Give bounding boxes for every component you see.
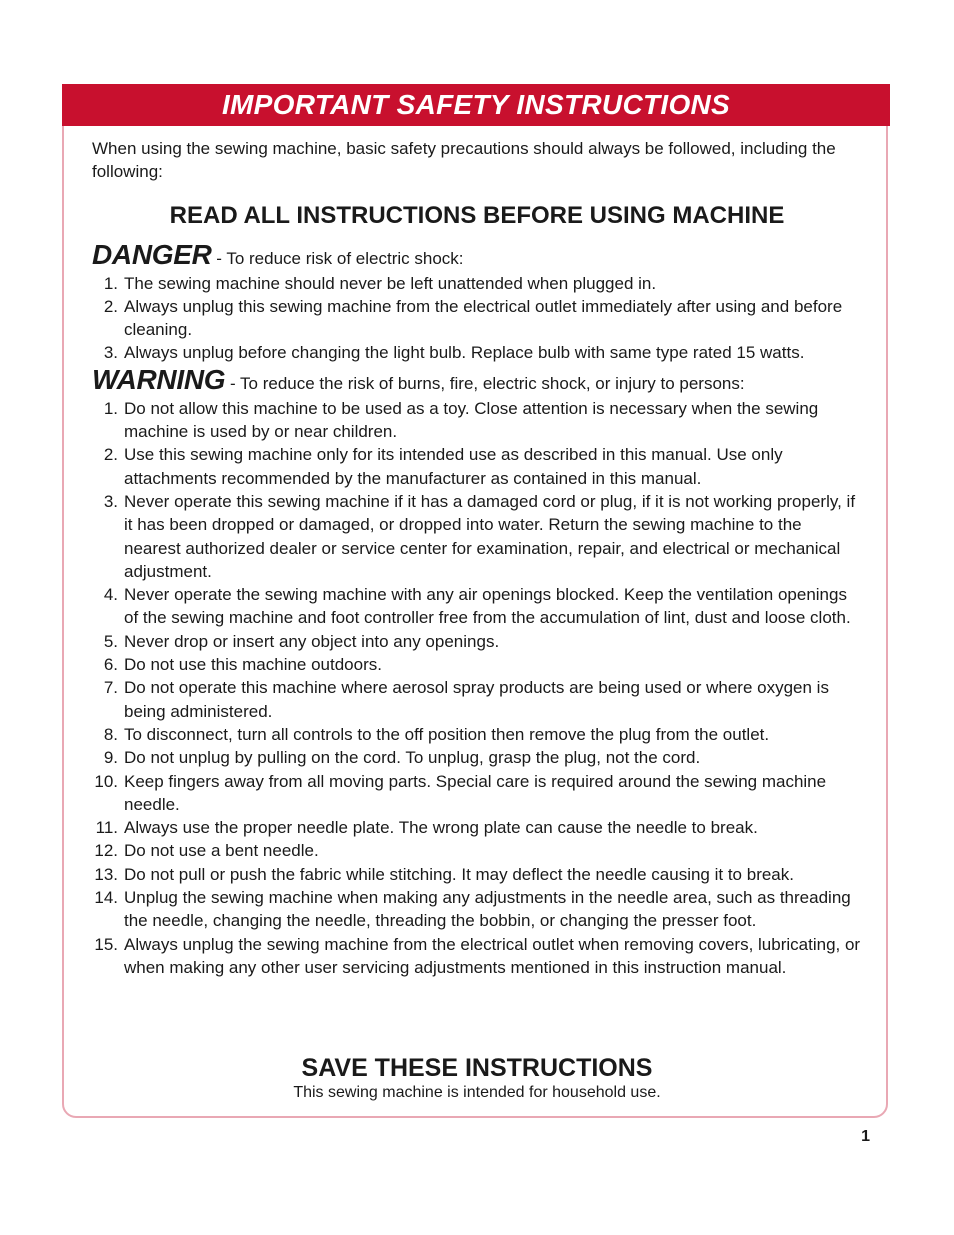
item-text: Do not use this machine outdoors.: [124, 655, 382, 675]
item-number: 6.: [103, 655, 118, 675]
item-text: Unplug the sewing machine when making any adjustments in the needle area, such as threading the needle, changing the needle, threading the bobbin, or changing the presser foot.: [124, 888, 851, 931]
item-number: 10.: [94, 771, 118, 791]
list-item: [92, 933, 862, 980]
page-number: 1: [861, 1128, 870, 1145]
item-number: 4.: [103, 585, 118, 605]
danger-list: [92, 272, 862, 365]
warning-label: WARNING: [92, 363, 226, 395]
item-text: Always use the proper needle plate. The wrong plate can cause the needle to break.: [124, 818, 758, 838]
item-number: 11.: [95, 818, 118, 838]
list-item: [92, 676, 862, 723]
warning-subtitle: - To reduce the risk of burns, fire, electric shock, or injury to persons:: [225, 373, 745, 393]
list-item: [92, 583, 862, 630]
item-text: Never operate this sewing machine if it has a damaged cord or plug, if it is not working properly, if it has been dropped or damaged, or dropped into water. Return the sewing machine to the nearest authorized dealer or service center for examination, repair, and electrical or mechanical adjustment.: [124, 491, 856, 581]
item-text: Always unplug this sewing machine from the electrical outlet immediately after using and before cleaning.: [124, 296, 843, 340]
list-item: [92, 723, 862, 746]
item-number: 2.: [103, 296, 118, 316]
safety-content: [92, 137, 862, 979]
item-number: 7.: [103, 678, 118, 698]
item-text: Always unplug before changing the light bulb. Replace bulb with same type rated 15 watts.: [124, 343, 805, 363]
item-text: Keep fingers away from all moving parts. Special care is required around the sewing machine needle.: [124, 771, 827, 814]
title-banner: [62, 84, 890, 126]
list-item: [92, 630, 862, 653]
item-text: Always unplug the sewing machine from the electrical outlet when removing covers, lubricating, or when making any other user servicing adjustments mentioned in this instruction manual.: [124, 934, 861, 977]
item-number: 12.: [94, 841, 118, 861]
list-item: [92, 746, 862, 769]
item-text: Do not operate this machine where aerosol spray products are being used or where oxygen is being administered.: [124, 678, 829, 721]
list-item: [92, 770, 862, 817]
warning-heading: [92, 363, 862, 397]
item-text: To disconnect, turn all controls to the off position then remove the plug from the outlet.: [124, 724, 770, 744]
item-text: The sewing machine should never be left unattended when plugged in.: [124, 273, 657, 293]
item-number: 3.: [103, 343, 118, 363]
list-item: [92, 653, 862, 676]
item-text: Do not unplug by pulling on the cord. To unplug, grasp the plug, not the cord.: [124, 748, 701, 768]
danger-heading: [92, 238, 862, 272]
danger-subtitle: - To reduce risk of electric shock:: [211, 248, 464, 268]
item-text: Do not pull or push the fabric while stitching. It may deflect the needle causing it to break.: [124, 864, 794, 884]
list-item: [92, 886, 862, 933]
read-heading: READ ALL INSTRUCTIONS BEFORE USING MACHINE: [169, 201, 785, 229]
item-text: Do not allow this machine to be used as a toy. Close attention is necessary when the sewing machine is used by or near children.: [124, 398, 819, 442]
list-item: [92, 272, 862, 295]
danger-label: DANGER: [92, 238, 212, 270]
list-item: [92, 397, 862, 444]
list-item: [92, 341, 862, 364]
list-item: [92, 295, 862, 342]
item-number: 8.: [103, 724, 118, 744]
list-item: [92, 490, 862, 583]
item-number: 15.: [94, 934, 118, 954]
warning-list: [92, 397, 862, 979]
item-number: 9.: [103, 748, 118, 768]
item-text: Never operate the sewing machine with any air openings blocked. Keep the ventilation openings of the sewing machine and foot controller free from the accumulation of lint, dust and loose cloth.: [124, 585, 851, 628]
item-number: 14.: [94, 888, 118, 908]
save-section: [92, 1053, 862, 1103]
list-item: [92, 863, 862, 886]
household-note: This sewing machine is intended for household use.: [293, 1084, 661, 1101]
item-number: 2.: [103, 445, 118, 465]
item-text: Use this sewing machine only for its intended use as described in this manual. Use only attachments recommended by the manufacturer as contained in this manual.: [124, 445, 783, 488]
item-text: Never drop or insert any object into any openings.: [124, 631, 500, 651]
item-number: 13.: [94, 864, 118, 884]
item-number: 1.: [103, 273, 118, 293]
page-title: IMPORTANT SAFETY INSTRUCTIONS: [221, 89, 731, 120]
intro-text: When using the sewing machine, basic safety precautions should always be followed, including the following:: [92, 139, 836, 182]
list-item: [92, 443, 862, 490]
item-number: 1.: [103, 398, 118, 418]
save-heading: SAVE THESE INSTRUCTIONS: [301, 1054, 653, 1082]
item-text: Do not use a bent needle.: [124, 841, 319, 861]
list-item: [92, 839, 862, 862]
item-number: 5.: [103, 631, 118, 651]
list-item: [92, 816, 862, 839]
item-number: 3.: [103, 491, 118, 511]
